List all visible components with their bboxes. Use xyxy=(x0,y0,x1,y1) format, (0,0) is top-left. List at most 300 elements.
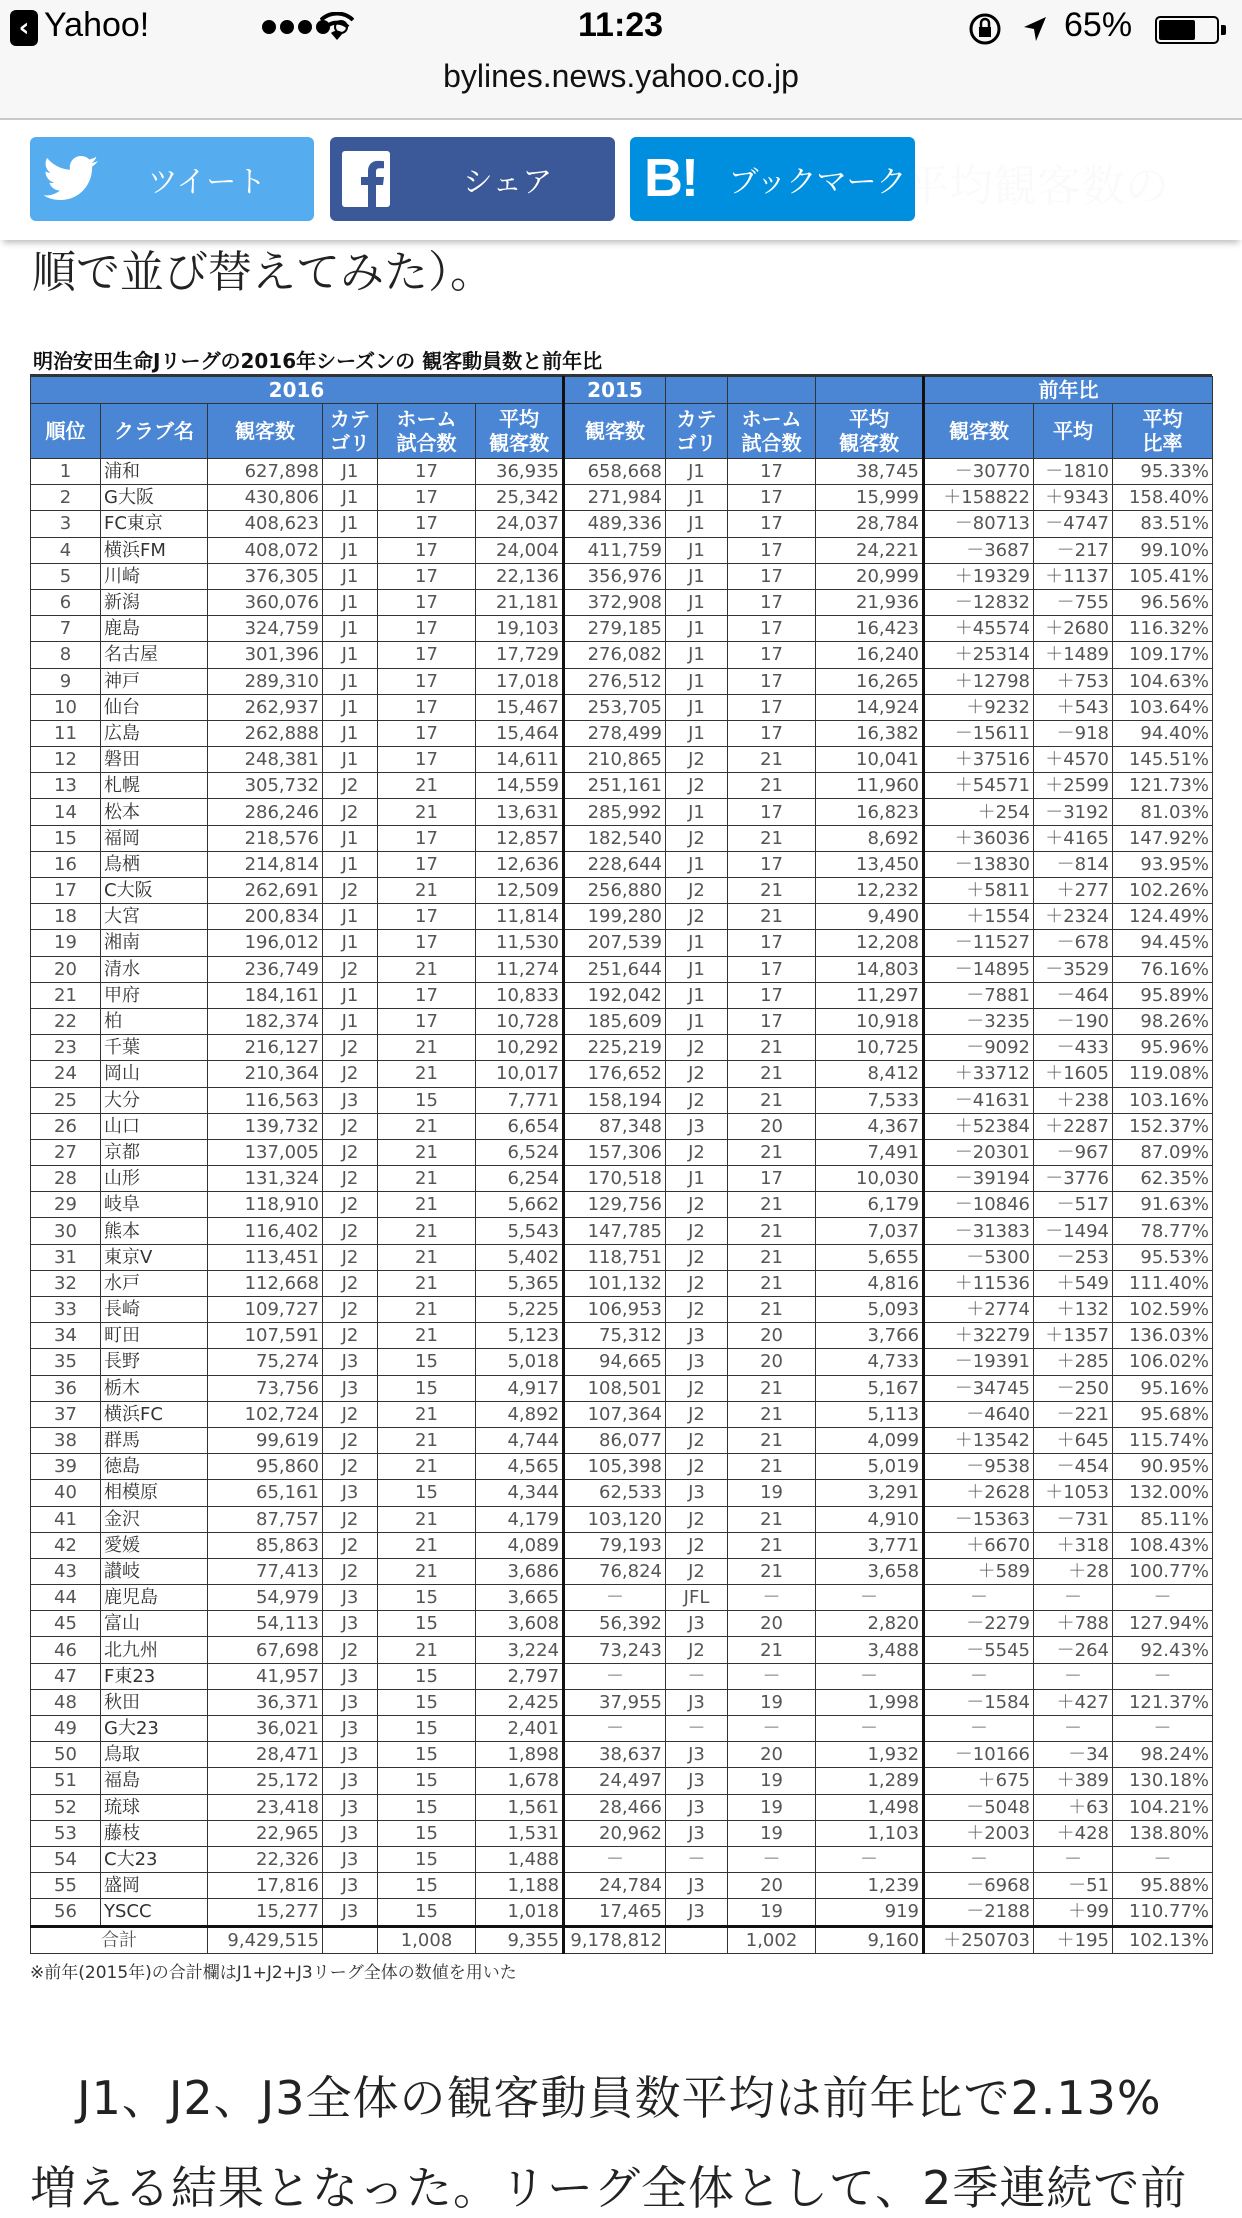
cell-diff-attendance: ＋36036 xyxy=(924,825,1034,851)
cell-home-games-2016: 21 xyxy=(378,1637,476,1663)
cell-rank: 34 xyxy=(31,1323,101,1349)
cell-category-2016: J3 xyxy=(323,1742,378,1768)
cell-diff-avg: ＋1053 xyxy=(1034,1480,1113,1506)
cell-rank: 6 xyxy=(31,589,101,615)
table-body xyxy=(31,459,1213,1954)
cell-category-2015: J2 xyxy=(666,1035,728,1061)
cell-avg-2015: 2,820 xyxy=(816,1611,924,1637)
cell-diff-attendance: －5300 xyxy=(924,1244,1034,1270)
cell-home-games-2016: 21 xyxy=(378,1035,476,1061)
cell-category-2015: J2 xyxy=(666,1244,728,1270)
cell-avg-2015: 21,936 xyxy=(816,589,924,615)
cell-avg-2016: 12,636 xyxy=(476,851,564,877)
back-icon[interactable]: ‹ xyxy=(10,10,38,46)
cell-avg-2016: 10,728 xyxy=(476,1008,564,1034)
cell-attendance-2015: 107,364 xyxy=(564,1401,666,1427)
column-header-text: 順位 xyxy=(45,419,86,443)
cell-attendance-2015: 182,540 xyxy=(564,825,666,851)
cell-diff-attendance: －41631 xyxy=(924,1087,1034,1113)
cell-club: 愛媛 xyxy=(101,1532,208,1558)
cell-diff-avg: － xyxy=(1034,1716,1113,1742)
cell-home-games-2016: 15 xyxy=(378,1087,476,1113)
cell-attendance-2015: 256,880 xyxy=(564,878,666,904)
total-games-2015: 1,002 xyxy=(728,1926,816,1953)
cell-attendance-2015: 38,637 xyxy=(564,1742,666,1768)
table-row xyxy=(31,1506,1213,1532)
cell-category-2015: J2 xyxy=(666,1297,728,1323)
column-header-rank xyxy=(31,404,101,459)
cell-attendance-2015: 251,644 xyxy=(564,956,666,982)
cell-avg-2016: 4,744 xyxy=(476,1427,564,1453)
cell-diff-avg: ＋277 xyxy=(1034,878,1113,904)
column-header-text: クラブ名 xyxy=(114,419,194,443)
cell-rank: 19 xyxy=(31,930,101,956)
cell-home-games-2016: 15 xyxy=(378,1873,476,1899)
cell-rank: 44 xyxy=(31,1585,101,1611)
cell-avg-2016: 22,136 xyxy=(476,563,564,589)
cell-category-2015: J1 xyxy=(666,720,728,746)
cell-attendance-2015: 253,705 xyxy=(564,694,666,720)
cell-attendance-2016: 286,246 xyxy=(208,799,323,825)
cell-club: G大阪 xyxy=(101,485,208,511)
cell-category-2016: J3 xyxy=(323,1899,378,1926)
cell-category-2015: J3 xyxy=(666,1742,728,1768)
cell-club: 徳島 xyxy=(101,1454,208,1480)
table-row xyxy=(31,1585,1213,1611)
cell-home-games-2016: 15 xyxy=(378,1611,476,1637)
cell-diff-avg: －264 xyxy=(1034,1637,1113,1663)
cell-rank: 53 xyxy=(31,1820,101,1846)
table-row xyxy=(31,1820,1213,1846)
cell-category-2015: J3 xyxy=(666,1480,728,1506)
cell-home-games-2015: 17 xyxy=(728,799,816,825)
total-diff-avg: ＋195 xyxy=(1034,1926,1113,1953)
cell-club: FC東京 xyxy=(101,511,208,537)
cell-home-games-2015: 17 xyxy=(728,668,816,694)
cell-category-2016: J3 xyxy=(323,1087,378,1113)
cell-avg-ratio: 95.88% xyxy=(1113,1873,1213,1899)
cell-home-games-2016: 17 xyxy=(378,485,476,511)
cell-attendance-2015: 129,756 xyxy=(564,1192,666,1218)
column-header-text: 平均 xyxy=(499,407,539,431)
cell-category-2016: J2 xyxy=(323,1113,378,1139)
cell-attendance-2015: 17,465 xyxy=(564,1899,666,1926)
cell-avg-2016: 5,402 xyxy=(476,1244,564,1270)
cell-diff-avg: ＋1137 xyxy=(1034,563,1113,589)
column-header-text: 試合数 xyxy=(396,431,457,455)
cell-diff-attendance: ＋2003 xyxy=(924,1820,1034,1846)
total-avg-2016: 9,355 xyxy=(476,1926,564,1953)
cell-avg-2016: 10,017 xyxy=(476,1061,564,1087)
cell-home-games-2016: 17 xyxy=(378,720,476,746)
cell-category-2015: J2 xyxy=(666,1375,728,1401)
cell-diff-attendance: － xyxy=(924,1846,1034,1872)
cell-home-games-2016: 15 xyxy=(378,1899,476,1926)
cell-avg-2016: 5,662 xyxy=(476,1192,564,1218)
cell-attendance-2015: 76,824 xyxy=(564,1558,666,1584)
cell-diff-avg: －221 xyxy=(1034,1401,1113,1427)
cell-avg-ratio: 95.53% xyxy=(1113,1244,1213,1270)
cell-avg-2016: 4,892 xyxy=(476,1401,564,1427)
cell-category-2015: J3 xyxy=(666,1689,728,1715)
cell-home-games-2015: 21 xyxy=(728,1454,816,1480)
cell-attendance-2015: 210,865 xyxy=(564,747,666,773)
cell-avg-2015: 4,099 xyxy=(816,1427,924,1453)
cell-category-2016: J1 xyxy=(323,616,378,642)
cell-home-games-2015: 21 xyxy=(728,1637,816,1663)
cell-avg-2016: 5,225 xyxy=(476,1297,564,1323)
cell-club: 東京V xyxy=(101,1244,208,1270)
table-row xyxy=(31,1008,1213,1034)
cell-category-2015: J1 xyxy=(666,694,728,720)
cell-avg-ratio: 116.32% xyxy=(1113,616,1213,642)
cell-rank: 1 xyxy=(31,459,101,485)
cell-home-games-2015: 19 xyxy=(728,1768,816,1794)
cell-attendance-2016: 41,957 xyxy=(208,1663,323,1689)
body-paragraph-line: J1、J2、J3全体の観客動員数平均は前年比で2.13% xyxy=(30,2071,1162,2125)
cell-attendance-2016: 196,012 xyxy=(208,930,323,956)
cell-club: 新潟 xyxy=(101,589,208,615)
table-row xyxy=(31,1427,1213,1453)
cell-avg-2015: 15,999 xyxy=(816,485,924,511)
cell-rank: 56 xyxy=(31,1899,101,1926)
total-category-2015 xyxy=(666,1926,728,1953)
cell-diff-attendance: ＋52384 xyxy=(924,1113,1034,1139)
cell-diff-attendance: －5048 xyxy=(924,1794,1034,1820)
cell-avg-2015: 1,932 xyxy=(816,1742,924,1768)
cell-avg-2015: 4,733 xyxy=(816,1349,924,1375)
cell-diff-attendance: －30770 xyxy=(924,459,1034,485)
cell-avg-ratio: 158.40% xyxy=(1113,485,1213,511)
cell-rank: 17 xyxy=(31,878,101,904)
tweet-button[interactable] xyxy=(30,137,314,221)
cell-rank: 20 xyxy=(31,956,101,982)
cell-home-games-2015: 17 xyxy=(728,1008,816,1034)
column-header-avg-2016 xyxy=(476,404,564,459)
cell-diff-attendance: －34745 xyxy=(924,1375,1034,1401)
cell-club: 相模原 xyxy=(101,1480,208,1506)
cell-avg-ratio: 104.63% xyxy=(1113,668,1213,694)
cell-rank: 39 xyxy=(31,1454,101,1480)
cell-home-games-2015: 21 xyxy=(728,904,816,930)
hatena-bookmark-button[interactable] xyxy=(630,137,915,221)
cell-rank: 4 xyxy=(31,537,101,563)
cell-home-games-2016: 15 xyxy=(378,1846,476,1872)
cell-attendance-2016: 99,619 xyxy=(208,1427,323,1453)
cell-category-2015: J1 xyxy=(666,589,728,615)
cell-attendance-2015: 372,908 xyxy=(564,589,666,615)
cell-attendance-2016: 67,698 xyxy=(208,1637,323,1663)
cell-attendance-2015: 24,497 xyxy=(564,1768,666,1794)
total-avg-2015: 9,160 xyxy=(816,1926,924,1953)
cell-rank: 48 xyxy=(31,1689,101,1715)
cell-home-games-2015: 17 xyxy=(728,616,816,642)
column-header-row xyxy=(31,404,1213,459)
cell-club: 秋田 xyxy=(101,1689,208,1715)
cell-diff-attendance: －6968 xyxy=(924,1873,1034,1899)
cell-attendance-2016: 324,759 xyxy=(208,616,323,642)
cell-diff-attendance: －19391 xyxy=(924,1349,1034,1375)
table-row xyxy=(31,616,1213,642)
table-row xyxy=(31,1558,1213,1584)
cell-home-games-2015: 21 xyxy=(728,1401,816,1427)
cell-avg-ratio: 121.37% xyxy=(1113,1689,1213,1715)
cell-club: F東23 xyxy=(101,1663,208,1689)
cell-diff-attendance: －3687 xyxy=(924,537,1034,563)
cell-avg-2015: 4,367 xyxy=(816,1113,924,1139)
cell-club: G大23 xyxy=(101,1716,208,1742)
cell-diff-attendance: －4640 xyxy=(924,1401,1034,1427)
blank-header xyxy=(666,377,728,404)
cell-diff-attendance: ＋2774 xyxy=(924,1297,1034,1323)
cell-avg-ratio: 127.94% xyxy=(1113,1611,1213,1637)
cell-home-games-2015: 21 xyxy=(728,1506,816,1532)
cell-home-games-2015: 21 xyxy=(728,878,816,904)
cell-category-2016: J2 xyxy=(323,773,378,799)
cell-attendance-2016: 376,305 xyxy=(208,563,323,589)
cell-home-games-2016: 21 xyxy=(378,1139,476,1165)
cell-home-games-2015: 17 xyxy=(728,694,816,720)
cell-rank: 37 xyxy=(31,1401,101,1427)
cell-attendance-2016: 216,127 xyxy=(208,1035,323,1061)
cell-diff-avg: －217 xyxy=(1034,537,1113,563)
cell-attendance-2015: － xyxy=(564,1716,666,1742)
table-row xyxy=(31,1375,1213,1401)
cell-avg-ratio: 90.95% xyxy=(1113,1454,1213,1480)
cell-rank: 52 xyxy=(31,1794,101,1820)
table-row xyxy=(31,1192,1213,1218)
table-row xyxy=(31,825,1213,851)
cell-home-games-2016: 17 xyxy=(378,930,476,956)
cell-rank: 46 xyxy=(31,1637,101,1663)
cell-diff-attendance: －1584 xyxy=(924,1689,1034,1715)
column-header-text: ホーム xyxy=(396,407,457,431)
cell-attendance-2016: 305,732 xyxy=(208,773,323,799)
cell-club: 横浜FC xyxy=(101,1401,208,1427)
cell-category-2015: J2 xyxy=(666,1270,728,1296)
cell-avg-ratio: － xyxy=(1113,1846,1213,1872)
cell-category-2015: J2 xyxy=(666,1427,728,1453)
cell-category-2015: J2 xyxy=(666,1506,728,1532)
cell-home-games-2015: － xyxy=(728,1846,816,1872)
cell-home-games-2015: 17 xyxy=(728,956,816,982)
cell-diff-avg: ＋2287 xyxy=(1034,1113,1113,1139)
table-row xyxy=(31,1218,1213,1244)
cell-category-2015: J1 xyxy=(666,982,728,1008)
cell-avg-2016: 6,524 xyxy=(476,1139,564,1165)
cell-diff-attendance: －80713 xyxy=(924,511,1034,537)
yoy-header: 前年比 xyxy=(924,377,1213,404)
column-header-text: 平均 xyxy=(1053,419,1094,443)
cell-diff-attendance: －14895 xyxy=(924,956,1034,982)
cell-attendance-2016: 54,113 xyxy=(208,1611,323,1637)
cell-club: 柏 xyxy=(101,1008,208,1034)
column-header-text: 観客数 xyxy=(949,419,1010,443)
table-row xyxy=(31,747,1213,773)
cell-avg-2015: 9,490 xyxy=(816,904,924,930)
cell-attendance-2015: 192,042 xyxy=(564,982,666,1008)
cell-attendance-2015: 271,984 xyxy=(564,485,666,511)
table-row xyxy=(31,642,1213,668)
status-bar xyxy=(0,0,1242,56)
cell-category-2015: J1 xyxy=(666,851,728,877)
cell-category-2016: J2 xyxy=(323,1427,378,1453)
year-2016-header: 2016 xyxy=(31,377,564,404)
cell-category-2015: J2 xyxy=(666,1637,728,1663)
table-row xyxy=(31,956,1213,982)
cell-club: 栃木 xyxy=(101,1375,208,1401)
cell-diff-avg: －967 xyxy=(1034,1139,1113,1165)
cell-avg-ratio: 130.18% xyxy=(1113,1768,1213,1794)
cell-rank: 55 xyxy=(31,1873,101,1899)
cell-avg-2015: 6,179 xyxy=(816,1192,924,1218)
cell-category-2015: J3 xyxy=(666,1768,728,1794)
cell-attendance-2016: 116,402 xyxy=(208,1218,323,1244)
cell-attendance-2015: － xyxy=(564,1846,666,1872)
cell-club: 岐阜 xyxy=(101,1192,208,1218)
cell-attendance-2016: 23,418 xyxy=(208,1794,323,1820)
cell-diff-avg: ＋549 xyxy=(1034,1270,1113,1296)
cell-avg-2015: 4,910 xyxy=(816,1506,924,1532)
total-category-2016 xyxy=(323,1926,378,1953)
cell-category-2015: J2 xyxy=(666,1061,728,1087)
cell-diff-avg: －250 xyxy=(1034,1375,1113,1401)
cell-rank: 28 xyxy=(31,1166,101,1192)
cell-avg-2015: 4,816 xyxy=(816,1270,924,1296)
cell-home-games-2016: 15 xyxy=(378,1349,476,1375)
cell-avg-2016: 13,631 xyxy=(476,799,564,825)
cell-category-2016: J3 xyxy=(323,1349,378,1375)
cell-rank: 10 xyxy=(31,694,101,720)
table-row xyxy=(31,563,1213,589)
cell-category-2016: J1 xyxy=(323,825,378,851)
cell-home-games-2015: 21 xyxy=(728,1427,816,1453)
cell-avg-ratio: 62.35% xyxy=(1113,1166,1213,1192)
url-text[interactable]: bylines.news.yahoo.co.jp xyxy=(443,58,799,94)
cell-avg-2015: 5,655 xyxy=(816,1244,924,1270)
cell-avg-ratio: 99.10% xyxy=(1113,537,1213,563)
cell-diff-avg: －678 xyxy=(1034,930,1113,956)
cell-avg-2016: 10,833 xyxy=(476,982,564,1008)
facebook-share-button[interactable] xyxy=(330,137,615,221)
cell-diff-attendance: －15363 xyxy=(924,1506,1034,1532)
column-header-text: カテ xyxy=(676,407,717,431)
cell-club: 金沢 xyxy=(101,1506,208,1532)
cell-club: 熊本 xyxy=(101,1218,208,1244)
cell-diff-avg: －814 xyxy=(1034,851,1113,877)
cell-attendance-2015: 62,533 xyxy=(564,1480,666,1506)
back-app-label[interactable]: Yahoo! xyxy=(44,6,150,44)
cell-category-2015: J1 xyxy=(666,1166,728,1192)
cell-avg-2016: 11,530 xyxy=(476,930,564,956)
cell-avg-ratio: 111.40% xyxy=(1113,1270,1213,1296)
cell-category-2015: J2 xyxy=(666,1218,728,1244)
cell-avg-2016: 6,254 xyxy=(476,1166,564,1192)
cell-diff-avg: ＋1605 xyxy=(1034,1061,1113,1087)
cell-home-games-2016: 21 xyxy=(378,1192,476,1218)
cell-avg-2015: 10,918 xyxy=(816,1008,924,1034)
cell-club: 名古屋 xyxy=(101,642,208,668)
cell-attendance-2015: 37,955 xyxy=(564,1689,666,1715)
cell-home-games-2015: 21 xyxy=(728,1087,816,1113)
cell-attendance-2015: 199,280 xyxy=(564,904,666,930)
cell-diff-attendance: －13830 xyxy=(924,851,1034,877)
cell-rank: 29 xyxy=(31,1192,101,1218)
cell-avg-2016: 1,678 xyxy=(476,1768,564,1794)
cell-avg-ratio: 119.08% xyxy=(1113,1061,1213,1087)
cell-avg-2015: 3,771 xyxy=(816,1532,924,1558)
cell-attendance-2016: 95,860 xyxy=(208,1454,323,1480)
cell-club: 大宮 xyxy=(101,904,208,930)
cell-avg-ratio: 93.95% xyxy=(1113,851,1213,877)
cell-diff-attendance: －2188 xyxy=(924,1899,1034,1926)
cell-attendance-2016: 85,863 xyxy=(208,1532,323,1558)
cell-home-games-2016: 17 xyxy=(378,694,476,720)
cell-avg-2016: 2,401 xyxy=(476,1716,564,1742)
cell-category-2015: J3 xyxy=(666,1611,728,1637)
cell-avg-ratio: 103.16% xyxy=(1113,1087,1213,1113)
cell-rank: 8 xyxy=(31,642,101,668)
cell-avg-2015: 7,037 xyxy=(816,1218,924,1244)
cell-category-2016: J3 xyxy=(323,1689,378,1715)
cell-home-games-2015: － xyxy=(728,1716,816,1742)
share-label: シェア xyxy=(462,165,553,200)
cell-avg-ratio: 147.92% xyxy=(1113,825,1213,851)
blank-header xyxy=(728,377,816,404)
cell-category-2016: J2 xyxy=(323,1297,378,1323)
cell-attendance-2015: 170,518 xyxy=(564,1166,666,1192)
cell-avg-2016: 7,771 xyxy=(476,1087,564,1113)
cell-category-2015: J2 xyxy=(666,1401,728,1427)
cell-attendance-2015: 356,976 xyxy=(564,563,666,589)
cell-category-2016: J2 xyxy=(323,1532,378,1558)
cell-category-2015: J2 xyxy=(666,1454,728,1480)
address-bar[interactable] xyxy=(0,56,1242,120)
cell-avg-ratio: 81.03% xyxy=(1113,799,1213,825)
cell-home-games-2016: 15 xyxy=(378,1794,476,1820)
table-row xyxy=(31,1716,1213,1742)
cell-diff-avg: －190 xyxy=(1034,1008,1113,1034)
column-header-text: 観客数 xyxy=(585,419,646,443)
cell-attendance-2015: 279,185 xyxy=(564,616,666,642)
cell-diff-attendance: －12832 xyxy=(924,589,1034,615)
cell-avg-2015: 1,289 xyxy=(816,1768,924,1794)
table-row xyxy=(31,1401,1213,1427)
cell-home-games-2015: 17 xyxy=(728,589,816,615)
cell-home-games-2015: 17 xyxy=(728,459,816,485)
cell-home-games-2016: 17 xyxy=(378,537,476,563)
cell-diff-avg: －3776 xyxy=(1034,1166,1113,1192)
cell-avg-2016: 1,531 xyxy=(476,1820,564,1846)
cell-attendance-2015: 251,161 xyxy=(564,773,666,799)
cell-avg-ratio: － xyxy=(1113,1716,1213,1742)
cell-diff-avg: －517 xyxy=(1034,1192,1113,1218)
cell-attendance-2015: 276,512 xyxy=(564,668,666,694)
cell-club: 福島 xyxy=(101,1768,208,1794)
cell-attendance-2015: 28,466 xyxy=(564,1794,666,1820)
cell-avg-2015: 3,488 xyxy=(816,1637,924,1663)
cell-diff-attendance: ＋54571 xyxy=(924,773,1034,799)
cell-attendance-2015: 158,194 xyxy=(564,1087,666,1113)
cell-diff-attendance: －7881 xyxy=(924,982,1034,1008)
cell-diff-avg: －433 xyxy=(1034,1035,1113,1061)
cell-category-2016: J1 xyxy=(323,563,378,589)
cell-home-games-2015: 21 xyxy=(728,773,816,799)
cell-category-2015: J2 xyxy=(666,1558,728,1584)
cell-avg-2015: － xyxy=(816,1663,924,1689)
cell-attendance-2015: 489,336 xyxy=(564,511,666,537)
cell-category-2015: J1 xyxy=(666,459,728,485)
